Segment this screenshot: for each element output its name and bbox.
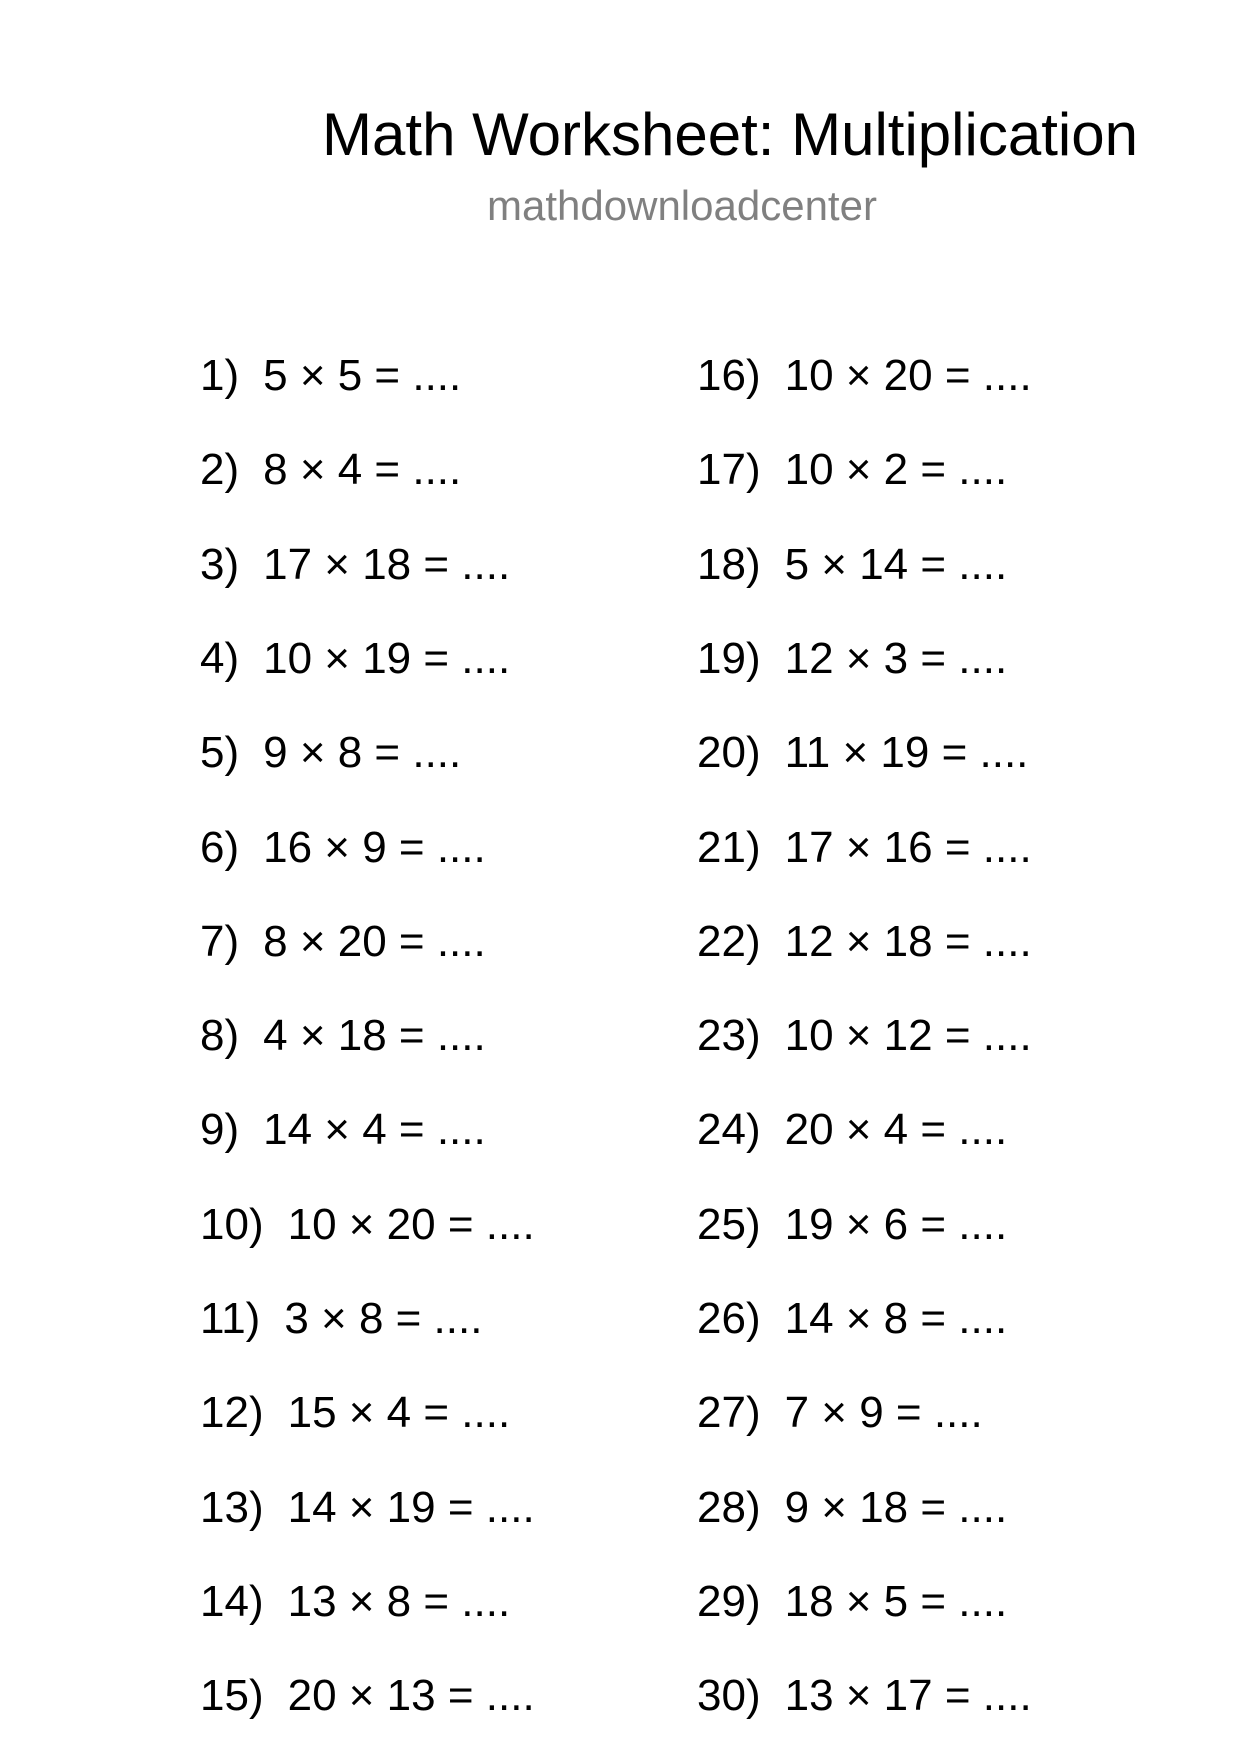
problem-item — [200, 1100, 486, 1160]
problem-number: 25) — [697, 1200, 761, 1249]
problem-expression: 10 × 12 = .... — [784, 1011, 1032, 1060]
problem-number: 23) — [697, 1011, 761, 1060]
problem-expression: 12 × 3 = .... — [784, 634, 1008, 683]
problem-number: 24) — [697, 1105, 761, 1154]
problem-number: 11) — [200, 1294, 261, 1343]
problem-number: 26) — [697, 1294, 761, 1343]
problem-number: 21) — [697, 823, 761, 872]
problem-expression: 15 × 4 = .... — [287, 1388, 511, 1437]
problem-item — [697, 1006, 1032, 1066]
problem-number: 28) — [697, 1483, 761, 1532]
problem-number: 3) — [200, 540, 240, 589]
problem-expression: 9 × 18 = .... — [784, 1483, 1008, 1532]
problem-expression: 13 × 8 = .... — [287, 1577, 511, 1626]
problem-item — [200, 346, 461, 406]
problem-expression: 17 × 16 = .... — [784, 823, 1032, 872]
problem-number: 1) — [200, 351, 240, 400]
problem-number: 9) — [200, 1105, 240, 1154]
problem-number: 19) — [697, 634, 761, 683]
problem-expression: 16 × 9 = .... — [263, 823, 486, 872]
problem-item — [697, 1289, 1007, 1349]
problem-expression: 8 × 4 = .... — [263, 445, 462, 494]
problem-item — [697, 723, 1028, 783]
problem-item — [697, 535, 1007, 595]
problem-number: 4) — [200, 634, 240, 683]
problem-expression: 10 × 2 = .... — [784, 445, 1008, 494]
problem-expression: 14 × 8 = .... — [784, 1294, 1008, 1343]
problem-expression: 7 × 9 = .... — [784, 1388, 983, 1437]
problem-number: 22) — [697, 917, 761, 966]
problem-item — [697, 1383, 983, 1443]
problem-expression: 3 × 8 = .... — [284, 1294, 483, 1343]
problem-expression: 14 × 19 = .... — [287, 1483, 535, 1532]
problem-item — [200, 1006, 486, 1066]
problem-number: 12) — [200, 1388, 264, 1437]
problem-item — [697, 818, 1032, 878]
problem-expression: 14 × 4 = .... — [263, 1105, 486, 1154]
problem-number: 27) — [697, 1388, 761, 1437]
problem-item — [200, 1289, 482, 1349]
problem-number: 17) — [697, 445, 761, 494]
problem-expression: 20 × 13 = .... — [287, 1671, 535, 1720]
problem-number: 10) — [200, 1200, 264, 1249]
problem-item — [697, 1195, 1007, 1255]
problem-number: 29) — [697, 1577, 761, 1626]
problem-expression: 10 × 20 = .... — [784, 351, 1032, 400]
problem-number: 8) — [200, 1011, 240, 1060]
problem-item — [697, 1478, 1007, 1538]
problem-item — [200, 440, 461, 500]
problem-item — [697, 346, 1032, 406]
problem-expression: 4 × 18 = .... — [263, 1011, 486, 1060]
problem-number: 2) — [200, 445, 240, 494]
problem-expression: 11 × 19 = .... — [784, 728, 1029, 777]
problem-expression: 9 × 8 = .... — [263, 728, 462, 777]
problem-item — [200, 629, 510, 689]
problem-number: 6) — [200, 823, 240, 872]
problem-item — [200, 1572, 510, 1632]
problem-expression: 13 × 17 = .... — [784, 1671, 1032, 1720]
problem-number: 16) — [697, 351, 761, 400]
problem-number: 13) — [200, 1483, 264, 1532]
problem-expression: 5 × 5 = .... — [263, 351, 462, 400]
problem-item — [697, 1572, 1007, 1632]
page-title: Math Worksheet: Multiplication — [322, 101, 1138, 168]
problem-item — [697, 629, 1007, 689]
page-subtitle: mathdownloadcenter — [487, 182, 877, 229]
problem-item — [200, 535, 510, 595]
problem-item — [200, 1666, 535, 1726]
problem-number: 18) — [697, 540, 761, 589]
problem-item — [200, 1383, 510, 1443]
problem-item — [200, 1478, 535, 1538]
problem-number: 7) — [200, 917, 240, 966]
problem-expression: 10 × 19 = .... — [263, 634, 511, 683]
problem-item — [200, 818, 486, 878]
problem-number: 5) — [200, 728, 240, 777]
problem-expression: 10 × 20 = .... — [287, 1200, 535, 1249]
problem-number: 14) — [200, 1577, 264, 1626]
problem-number: 20) — [697, 728, 761, 777]
problem-item — [697, 1666, 1032, 1726]
problem-item — [200, 1195, 535, 1255]
problem-expression: 20 × 4 = .... — [784, 1105, 1008, 1154]
problem-item — [697, 440, 1007, 500]
problem-item — [200, 723, 461, 783]
problem-expression: 8 × 20 = .... — [263, 917, 486, 966]
problem-expression: 19 × 6 = .... — [784, 1200, 1008, 1249]
problem-item — [200, 912, 486, 972]
problem-expression: 5 × 14 = .... — [784, 540, 1008, 589]
problem-number: 30) — [697, 1671, 761, 1720]
problem-item — [697, 1100, 1007, 1160]
problem-expression: 17 × 18 = .... — [263, 540, 511, 589]
problem-expression: 12 × 18 = .... — [784, 917, 1032, 966]
problem-expression: 18 × 5 = .... — [784, 1577, 1008, 1626]
problem-number: 15) — [200, 1671, 264, 1720]
problem-item — [697, 912, 1032, 972]
